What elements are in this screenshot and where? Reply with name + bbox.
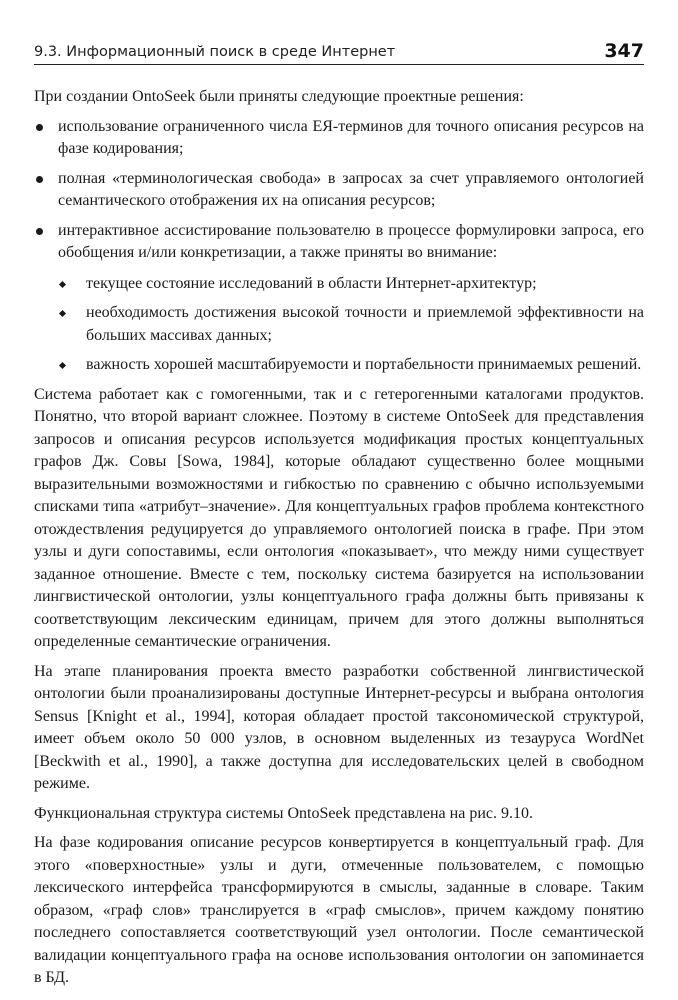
page-body bbox=[34, 86, 644, 997]
list-item: использование ограниченного числа ЕЯ-терминов для точного описания ресурсов на фазе кодирования; bbox=[34, 116, 644, 161]
list-item-text: интерактивное ассистирование пользователю в процессе формулировки запроса, его обобщения и/или конкретизации, а также приняты во внимание: bbox=[58, 221, 644, 261]
paragraph-figure-ref: Функциональная структура системы OntoSeek представлена на рис. 9.10. bbox=[34, 804, 533, 822]
paragraph-sensus: На этапе планирования проекта вместо разработки собственной лингвистической онтологии были проанализированы доступные Интернет-ресурсы и выбрана онтология Sensus [Knight et al., 1994], которая обладает простой таксономической структурой, имеет объем около 50 000 узлов, в основном выделенных из тезауруса WordNet [Beckwith et al., 1990], а также доступна для исследовательских целей в свободном режиме. bbox=[34, 662, 644, 792]
list-item bbox=[34, 220, 644, 377]
paragraph-encoding: На фазе кодирования описание ресурсов конвертируется в концептуальный граф. Для этого «поверхностные» узлы и дуги, отмеченные пользователем, с помощью лексического интерфейса трансформируются в смыслы, заданные в словаре. Таким образом, «граф слов» транслируется в «граф смыслов», причем каждому понятию последнего сопоставляется соответствующий узел онтологии. После семантической валидации концептуального графа на основе использования онтологии он запоминается в БД. bbox=[34, 834, 644, 986]
running-header bbox=[34, 36, 644, 65]
paragraph-system: Система работает как с гомогенными, так и с гетерогенными каталогами продуктов. Понятно, что второй вариант сложнее. Поэтому в системе OntoSeek для представления запросов и описания ресурсов используется модификация простых концептуальных графов Дж. Совы [Sowa, 1984], которые обладают существенно более мощными выразительными возможностями и гибкостью по сравнению с обычно используемыми списками типа «атрибут–значение». Для концептуальных графов проблема контекстного отождествления редуцируется до управляемого онтологией поиска в графе. При этом узлы и дуги сопоставимы, если онтология «показывает», что между ними существует заданное отношение. Вместе с тем, поскольку система базируется на использовании лингвистической онтологии, узлы концептуального графа должны быть привязаны к соответствующим лексическим единицам, причем для этого должны выполняться определенные семантические ограничения. bbox=[34, 385, 644, 650]
sub-list-item: текущее состояние исследований в области Интернет-архитектур; bbox=[58, 273, 644, 296]
sub-list-item: важность хорошей масштабируемости и портабельности принимаемых решений. bbox=[58, 354, 644, 377]
page-number: 347 bbox=[604, 40, 644, 62]
considerations-list bbox=[58, 273, 644, 377]
intro-paragraph: При создании OntoSeek были приняты следующие проектные решения: bbox=[34, 88, 524, 105]
design-decisions-list bbox=[34, 116, 644, 377]
section-title: 9.3. Информационный поиск в среде Интернет bbox=[34, 44, 396, 60]
list-item: полная «терминологическая свобода» в запросах за счет управляемого онтологией семантического отображения их на описания ресурсов; bbox=[34, 168, 644, 213]
sub-list-item: необходимость достижения высокой точности и приемлемой эффективности на больших массивах данных; bbox=[58, 302, 644, 347]
